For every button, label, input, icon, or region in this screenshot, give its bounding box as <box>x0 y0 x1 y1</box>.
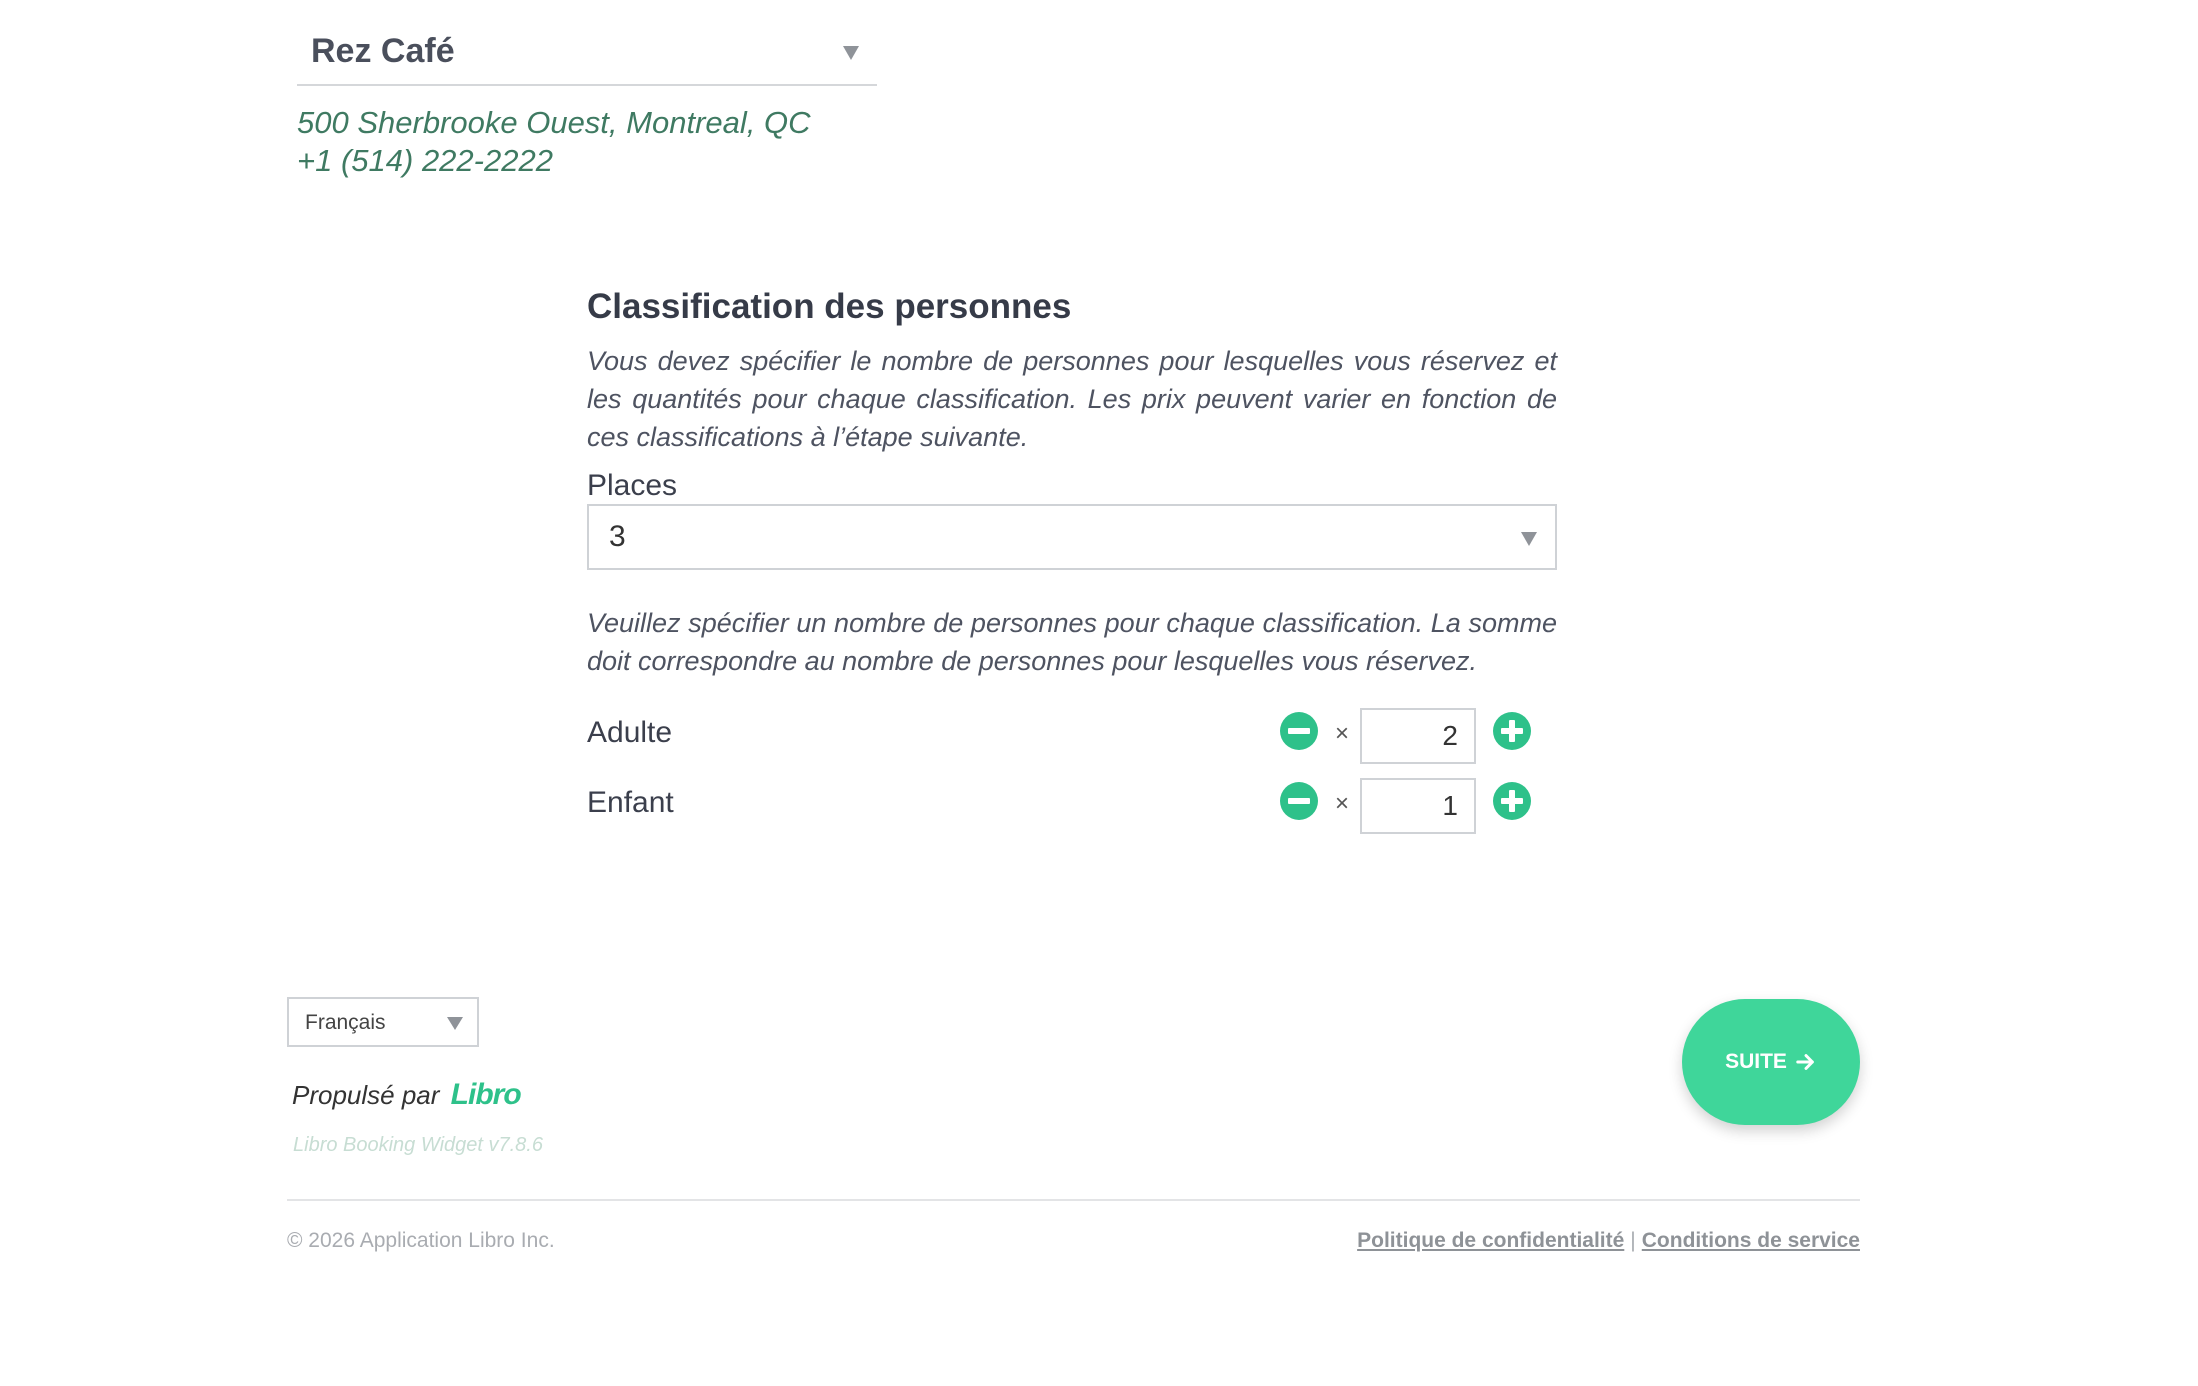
classification-section <box>587 282 1557 838</box>
minus-icon <box>1288 798 1310 804</box>
classification-row-enfant <box>587 768 1557 838</box>
quantity-input[interactable]: 2 <box>1360 708 1476 764</box>
chevron-down-icon <box>843 46 859 60</box>
copyright: © 2026 Application Libro Inc. <box>287 1229 555 1252</box>
terms-of-service-link[interactable]: Conditions de service <box>1641 1229 1860 1252</box>
language-value: Français <box>305 1011 386 1034</box>
restaurant-name: Rez Café <box>311 32 455 70</box>
chevron-down-icon <box>1521 532 1537 546</box>
restaurant-phone: +1 (514) 222-2222 <box>297 143 553 178</box>
privacy-policy-link[interactable]: Politique de confidentialité <box>1357 1229 1625 1252</box>
page-title: Classification des personnes <box>587 287 1072 326</box>
increment-button[interactable] <box>1493 712 1531 750</box>
footer-divider <box>287 1199 1860 1201</box>
minus-icon <box>1288 728 1310 734</box>
places-label: Places <box>587 469 678 502</box>
decrement-button[interactable] <box>1280 712 1318 750</box>
restaurant-address: 500 Sherbrooke Ouest, Montreal, QC <box>297 105 811 140</box>
classification-row-adulte <box>587 698 1557 768</box>
classification-label: Adulte <box>587 716 673 749</box>
language-select[interactable] <box>287 997 479 1047</box>
footer-separator: | <box>1630 1229 1636 1252</box>
classification-description: Vous devez spécifier le nombre de personnes pour lesquelles vous réservez et les quantités pour chaque classification. Les prix peuvent varier en fonction de ces classifications à l’étape suivante. <box>587 346 1557 452</box>
powered-by <box>292 1078 521 1112</box>
plus-icon-vertical <box>1509 720 1515 742</box>
classification-instruction: Veuillez spécifier un nombre de personnes pour chaque classification. La somme doit correspondre au nombre de personnes pour lesquelles vous réservez. <box>587 608 1557 676</box>
multiply-sign: × <box>1335 790 1350 817</box>
quantity-input[interactable]: 1 <box>1360 778 1476 834</box>
arrow-right-icon <box>1795 1051 1817 1073</box>
places-select[interactable] <box>587 504 1557 570</box>
classification-label: Enfant <box>587 786 674 819</box>
restaurant-select[interactable] <box>297 20 877 86</box>
next-button-label: SUITE <box>1725 1050 1787 1073</box>
places-value: 3 <box>609 520 626 553</box>
libro-logo[interactable]: Libro <box>450 1078 521 1111</box>
increment-button[interactable] <box>1493 782 1531 820</box>
plus-icon-vertical <box>1509 790 1515 812</box>
decrement-button[interactable] <box>1280 782 1318 820</box>
restaurant-info <box>297 104 810 180</box>
powered-by-text: Propulsé par <box>292 1080 440 1110</box>
footer-links <box>1357 1229 1860 1253</box>
next-button[interactable] <box>1682 999 1860 1125</box>
multiply-sign: × <box>1335 720 1350 747</box>
widget-version: Libro Booking Widget v7.8.6 <box>293 1134 543 1156</box>
chevron-down-icon <box>447 1017 463 1030</box>
